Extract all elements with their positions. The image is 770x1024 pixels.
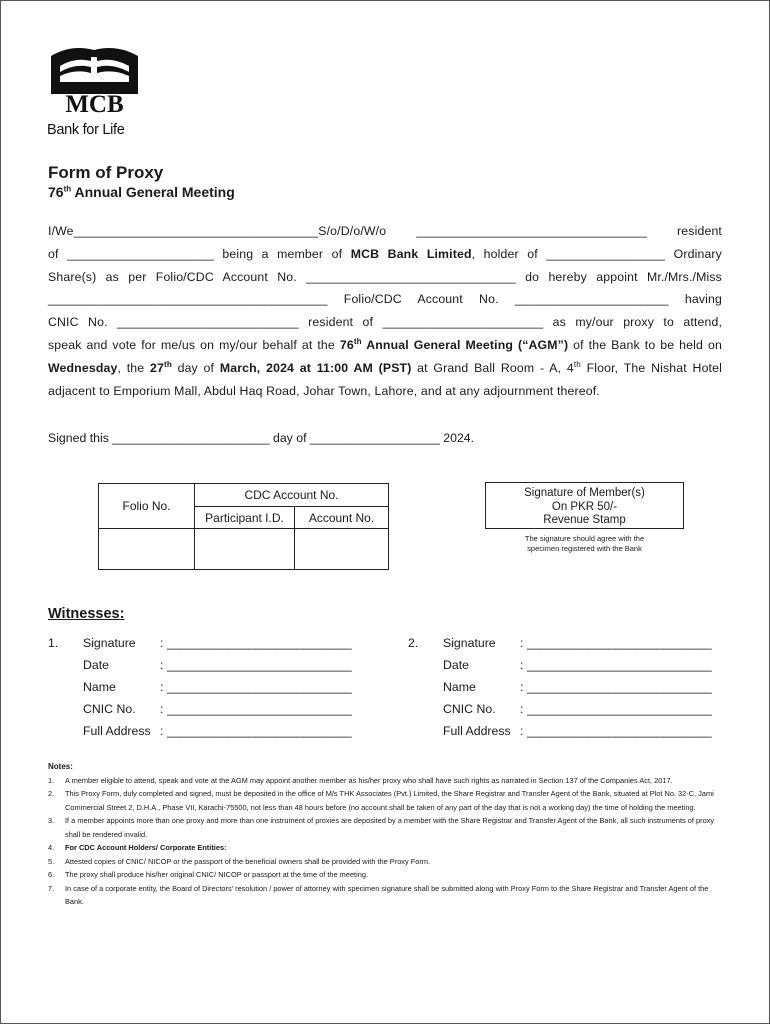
declaration-line-2: of _____________________ being a member of MCB Bank Limited, holder of _________________ Ordinary (48, 246, 722, 261)
page-title: Form of Proxy (48, 163, 164, 182)
witness-2-address-field[interactable]: ___________________________ (527, 724, 712, 738)
witness-1-name-field[interactable]: ___________________________ (167, 680, 352, 694)
witness-1-cnic-field[interactable]: ___________________________ (167, 702, 352, 716)
signed-month-field[interactable]: ___________________ (309, 431, 440, 445)
note-item: 5. Attested copies of CNIC/ NICOP or the passport of the beneficial owners shall be provided with the Proxy Form. (48, 856, 431, 866)
page-subtitle: 76th Annual General Meeting (48, 184, 235, 200)
declaration-line-1: I/We___________________________________S/o/D/o/W/o _________________________________ resident (48, 224, 722, 238)
account-header: Account No. (295, 507, 389, 529)
mcb-emblem-icon (47, 44, 142, 114)
witness-1-address-field[interactable]: ___________________________ (167, 724, 352, 738)
proxy-declaration (48, 220, 722, 402)
witness-2-cnic-field[interactable]: ___________________________ (527, 702, 712, 716)
witnesses-title: Witnesses: (48, 606, 125, 622)
declaration-line-3: Share(s) as per Folio/CDC Account No. ______________________________ do hereby appoint Mr./Mrs./Miss (48, 269, 722, 284)
declaration-line-6: speak and vote for me/us on my/our behalf at the 76th Annual General Meeting (“AGM”) of the Bank to be held on (48, 336, 722, 352)
logo-wordmark: MCB (65, 91, 124, 114)
note-item: 3. If a member appoints more than one proxy and more than one instrument of proxies are deposited by a member with the Share Registrar and Transfer Agent of the Bank, all such instruments of proxy shall be rendered invalid. (48, 816, 715, 839)
revenue-stamp-box[interactable]: Signature of Member(s) On PKR 50/- Revenue Stamp (485, 482, 684, 529)
declaration-line-7: Wednesday, the 27th day of March, 2024 at 11:00 AM (PST) at Grand Ball Room - A, 4th Floor, The Nishat Hotel (48, 359, 722, 375)
witness-1-date-field[interactable]: ___________________________ (167, 658, 352, 672)
note-item: 2. This Proxy Form, duly completed and signed, must be deposited in the office of M/s THK Associates (Pvt.) Limited, the Share Registrar and Transfer Agent of the Bank, situated at Plot No. 32-C, Jami Commercial Street 2, D.H.A., Phase VII, Karachi-75500, not less than 48 hours before (no account shall be taken of any part of the day that is not a working day) the time of holding the meeting. (48, 789, 714, 812)
note-item: 6. The proxy shall produce his/her original CNIC/ NICOP or passport at the time of the meeting. (48, 870, 369, 879)
folio-header: Folio No. (99, 484, 195, 529)
stamp-note: The signature should agree with the specimen registered with the Bank (524, 534, 645, 553)
logo-tagline: Bank for Life (47, 122, 125, 138)
witness-1-signature-field[interactable]: ___________________________ (167, 636, 352, 650)
cdc-header: CDC Account No. (195, 484, 389, 507)
participant-cell[interactable] (195, 529, 295, 570)
account-cell[interactable] (295, 529, 389, 570)
notes-section (48, 760, 724, 909)
note-item: 1. A member eligible to attend, speak and vote at the AGM may appoint another member as his/her proxy who shall have such rights as narrated in Section 137 of the Companies Act, 2017. (48, 775, 673, 785)
mcb-logo (47, 44, 142, 114)
witness-2-date-field[interactable]: ___________________________ (527, 658, 712, 672)
note-item: 4. For CDC Account Holders/ Corporate Entities: (48, 843, 227, 852)
note-item: 7. In case of a corporate entity, the Board of Directors' resolution / power of attorney with specimen signature shall be submitted along with Proxy Form to the Share Registrar and Transfer Agent of the Bank. (48, 883, 709, 906)
signed-line: Signed this _______________________ day of ___________________ 2024. (48, 431, 475, 445)
declaration-line-8: adjacent to Emporium Mall, Abdul Haq Road, Johar Town, Lahore, and at any adjournment thereof. (48, 383, 600, 398)
folio-cdc-table (98, 483, 389, 570)
notes-title: Notes: (48, 762, 73, 771)
witness-2-signature-field[interactable]: ___________________________ (527, 636, 712, 650)
participant-header: Participant I.D. (195, 507, 295, 529)
witness-2-name-field[interactable]: ___________________________ (527, 680, 712, 694)
declaration-line-5: CNIC No. __________________________ resident of _______________________ as my/our proxy to attend, (48, 315, 723, 330)
folio-cell[interactable] (99, 529, 195, 570)
declaration-line-4: ________________________________________ Folio/CDC Account No. ______________________ having (48, 292, 722, 307)
signed-day-field[interactable]: _______________________ (112, 431, 270, 445)
